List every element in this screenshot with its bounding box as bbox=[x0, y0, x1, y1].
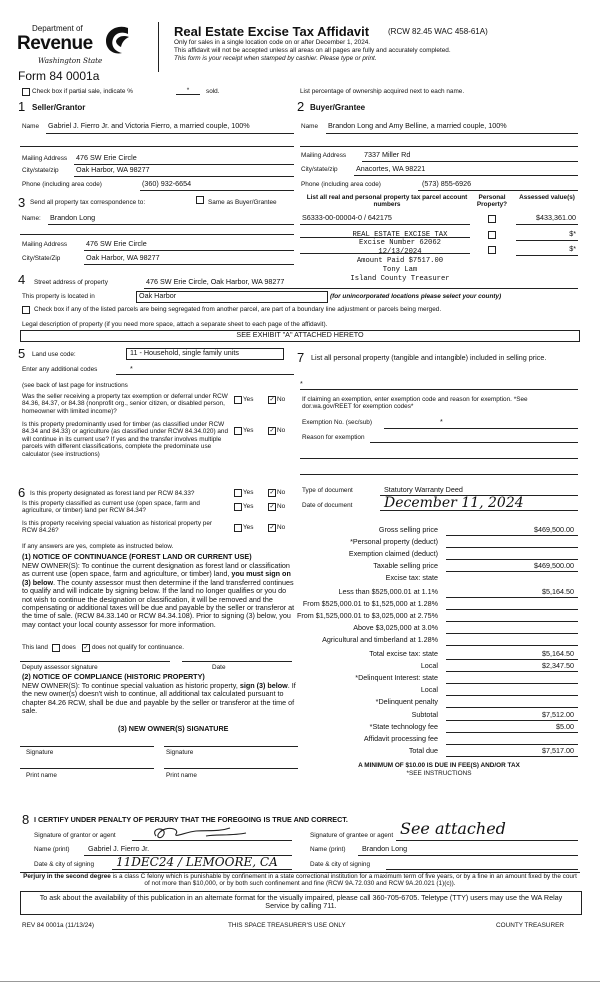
property-located-label: This property is located in bbox=[22, 293, 95, 300]
treasurer-use-only: THIS SPACE TREASURER'S USE ONLY bbox=[228, 922, 346, 929]
property-section-number: 4 bbox=[18, 272, 26, 287]
check-icon: ✓ bbox=[269, 397, 275, 403]
seller-section-number: 1 bbox=[18, 99, 26, 114]
taxable-label: Taxable selling price bbox=[373, 561, 438, 570]
forest-q3: Is this property receiving special valuation as historical property per RCW 84.26? bbox=[22, 520, 213, 535]
buyer-city-value[interactable]: Anacortes, WA 98221 bbox=[356, 164, 426, 173]
forest-q3-no-label: No bbox=[277, 524, 286, 531]
legal-description-box[interactable] bbox=[20, 330, 580, 342]
forest-section-number: 6 bbox=[18, 485, 26, 500]
deputy-signature-line bbox=[20, 661, 170, 662]
forest-q1-yes-checkbox[interactable] bbox=[234, 489, 242, 497]
forest-q2: Is this property classified as current use (open space, farm and agriculture, or timber) land per RCW 84.34? bbox=[22, 500, 200, 515]
taxable-value[interactable]: $469,500.00 bbox=[534, 561, 574, 570]
header-note-2: This affidavit will not be accepted unless all areas on all pages are fully and accurately completed. bbox=[174, 47, 451, 54]
parcel-1-personal-checkbox[interactable] bbox=[488, 215, 496, 223]
exemption-reason-line-2 bbox=[300, 458, 578, 459]
tech-fee-label: *State technology fee bbox=[369, 722, 438, 731]
exemption-deduct-line bbox=[446, 559, 578, 560]
parcel-3-value[interactable]: $* bbox=[569, 244, 576, 253]
seller-section-title: Seller/Grantor bbox=[32, 103, 86, 112]
exemption-reason-line-3 bbox=[300, 474, 578, 475]
forest-q2-no-label: No bbox=[277, 503, 286, 510]
list-percentage-note: List percentage of ownership acquired next to each name. bbox=[300, 88, 465, 95]
total-due-label: Total due bbox=[408, 746, 438, 755]
county-treasurer-label: COUNTY TREASURER bbox=[496, 922, 564, 929]
parcel-1-value[interactable]: $433,361.00 bbox=[536, 213, 576, 222]
land-does-label: does bbox=[62, 644, 76, 651]
parcel-2-value[interactable]: $* bbox=[569, 229, 576, 238]
notice-continuance-bold: you must sign on (3) below bbox=[22, 569, 291, 587]
land-does-not-checkbox[interactable] bbox=[82, 644, 90, 652]
subtotal-line bbox=[446, 720, 578, 721]
owner-sig-2-label: Signature bbox=[166, 749, 194, 756]
bracket-3-label: From $1,525,000.01 to $3,025,000 at 2.75% bbox=[296, 611, 438, 620]
q1-yes-checkbox[interactable] bbox=[234, 396, 242, 404]
buyer-name-line bbox=[326, 133, 578, 134]
buyer-name-value[interactable]: Brandon Long and Amy Belline, a married couple, 100% bbox=[328, 121, 507, 130]
partial-sale-label: Check box if partial sale, indicate % bbox=[32, 88, 133, 95]
total-due-value[interactable]: $7,517.00 bbox=[542, 746, 574, 755]
buyer-name-label: Name bbox=[301, 123, 319, 130]
seller-name-line bbox=[46, 133, 294, 134]
seller-blank-line bbox=[20, 146, 294, 147]
total-due-line bbox=[446, 756, 578, 757]
parcel-3-personal-checkbox[interactable] bbox=[488, 246, 496, 254]
taxpayer-city-label: City/State/Zip bbox=[22, 255, 61, 262]
same-as-buyer-label: Same as Buyer/Grantee bbox=[208, 199, 277, 206]
grantor-date-line bbox=[112, 869, 292, 870]
grantor-signature-image[interactable] bbox=[136, 822, 266, 842]
logo-dept-of: Department of bbox=[32, 24, 83, 33]
seller-phone-value[interactable]: (360) 932-6654 bbox=[142, 179, 192, 188]
land-does-checkbox[interactable] bbox=[52, 644, 60, 652]
seller-city-value[interactable]: Oak Harbor, WA 98277 bbox=[76, 165, 150, 174]
subtotal-value[interactable]: $7,512.00 bbox=[542, 710, 574, 719]
check-icon: ✓ bbox=[269, 504, 275, 510]
segregated-label: Check box if any of the listed parcels are being segregated from another parcel, are part of a boundary line adjustment or parcels being merged. bbox=[34, 306, 442, 313]
seller-phone-line bbox=[140, 190, 294, 191]
notice-continuance-title: (1) NOTICE OF CONTINUANCE (FOREST LAND OR CURRENT USE) bbox=[22, 552, 252, 561]
buyer-phone-label: Phone (including area code) bbox=[301, 181, 381, 188]
parcel-3-value-line bbox=[516, 255, 578, 256]
personal-deduct-line bbox=[446, 547, 578, 548]
notice-continuance-a: NEW OWNER(S): To continue the current designation as forest land or classification as current use (open space, farm and agriculture, or timber) land, bbox=[22, 561, 290, 579]
grantee-date-label: Date & city of signing bbox=[310, 861, 371, 868]
taxpayer-section-number: 3 bbox=[18, 195, 26, 210]
taxpayer-mail-label: Mailing Address bbox=[22, 241, 68, 248]
forest-q1-no-checkbox[interactable] bbox=[268, 489, 276, 497]
doc-type-value[interactable]: Statutory Warranty Deed bbox=[384, 485, 463, 494]
seller-city-label: City/state/zip bbox=[22, 167, 59, 174]
bracket-3-line bbox=[446, 621, 578, 622]
assessed-value-col-header: Assessed value(s) bbox=[519, 194, 575, 201]
taxpayer-city-value[interactable]: Oak Harbor, WA 98277 bbox=[86, 253, 160, 262]
seller-mail-value[interactable]: 476 SW Erie Circle bbox=[76, 153, 137, 162]
taxpayer-mail-value[interactable]: 476 SW Erie Circle bbox=[86, 239, 147, 248]
accessibility-box bbox=[20, 891, 582, 915]
q1-yes-label: Yes bbox=[243, 396, 254, 403]
total-state-label: Total excise tax: state bbox=[369, 649, 438, 658]
additional-codes-label: Enter any additional codes bbox=[22, 366, 98, 373]
forest-if-any: If any answers are yes, complete as instructed below. bbox=[22, 543, 174, 550]
property-location-select[interactable] bbox=[136, 291, 328, 303]
buyer-phone-line bbox=[418, 190, 578, 191]
deputy-date-line bbox=[182, 661, 292, 662]
grantor-signature-line bbox=[132, 840, 292, 841]
exemption-deduct-label: Exemption claimed (deduct) bbox=[348, 549, 438, 558]
land-use-code-select[interactable] bbox=[126, 348, 284, 360]
taxpayer-blank-line bbox=[20, 234, 294, 235]
timber-question bbox=[22, 421, 232, 458]
parcel-row-1-line bbox=[300, 224, 470, 225]
page-bottom-edge bbox=[0, 981, 600, 982]
owner-print-2-label: Print name bbox=[166, 772, 197, 779]
deputy-date-label: Date bbox=[212, 664, 226, 671]
delinquent-state-label: *Delinquent Interest: state bbox=[355, 673, 438, 682]
delinquent-penalty-line bbox=[446, 707, 578, 708]
new-owner-signature-title: (3) NEW OWNER(S) SIGNATURE bbox=[118, 724, 229, 733]
stamp-line-3: 12/13/2024 bbox=[378, 248, 422, 256]
local-label: Local bbox=[420, 661, 438, 670]
partial-sale-checkbox[interactable] bbox=[22, 88, 30, 96]
stamp-line-6: Island County Treasurer bbox=[350, 275, 450, 283]
parcel-2-personal-checkbox[interactable] bbox=[488, 231, 496, 239]
grantee-name-label: Name (print) bbox=[310, 846, 346, 853]
total-state-line bbox=[446, 659, 578, 660]
delinquent-penalty-label: *Delinquent penalty bbox=[375, 697, 438, 706]
exemption-number-line bbox=[384, 428, 578, 429]
bracket-2-line bbox=[446, 609, 578, 610]
perjury-text: is a class C felony which is punishable by confinement in a state correctional institution for a maximum term of five years, or by a fine in an amount fixed by the court of not more than $10,000, or by both such confinement and fine (RCW 9A.72.030 and RCW 9A.20.021 (1)(c)). bbox=[110, 873, 577, 888]
check-icon: ✓ bbox=[83, 645, 89, 651]
delinquent-local-line bbox=[446, 695, 578, 696]
seller-mail-label: Mailing Address bbox=[22, 155, 68, 162]
local-line bbox=[446, 671, 578, 672]
buyer-mail-line bbox=[362, 161, 578, 162]
forest-q2-yes-checkbox[interactable] bbox=[234, 503, 242, 511]
bracket-4-label: Above $3,025,000 at 3.0% bbox=[353, 623, 438, 632]
parcel-1-value-line bbox=[516, 224, 578, 225]
certify-statement: I CERTIFY UNDER PENALTY OF PERJURY THAT THE FOREGOING IS TRUE AND CORRECT. bbox=[34, 815, 348, 824]
taxpayer-mail-line bbox=[84, 250, 294, 251]
seller-city-line bbox=[74, 176, 294, 177]
gross-value[interactable]: $469,500.00 bbox=[534, 525, 574, 534]
land-does-not-label: does not qualify for continuance. bbox=[92, 644, 185, 651]
parcel-2-value-line bbox=[516, 240, 578, 241]
subtotal-label: Subtotal bbox=[411, 710, 438, 719]
local-value[interactable]: $2,347.50 bbox=[542, 661, 574, 670]
notice-compliance-title: (2) NOTICE OF COMPLIANCE (HISTORIC PROPERTY) bbox=[22, 672, 205, 681]
forest-q3-yes-label: Yes bbox=[243, 524, 254, 531]
land-qualify-a: This land bbox=[22, 644, 48, 651]
bracket-1-label: Less than $525,000.01 at 1.1% bbox=[338, 587, 438, 596]
seller-name-label: Name bbox=[22, 123, 40, 130]
partial-sale-sold: sold. bbox=[206, 88, 220, 95]
bracket-5-label: Agricultural and timberland at 1.28% bbox=[322, 635, 438, 644]
total-state-value[interactable]: $5,164.50 bbox=[542, 649, 574, 658]
buyer-city-label: City/state/zip bbox=[301, 166, 338, 173]
see-back-instructions: (see back of last page for instructions bbox=[22, 382, 128, 389]
taxpayer-name-label: Name: bbox=[22, 215, 41, 222]
personal-property-section-number: 7 bbox=[297, 350, 305, 365]
forest-q3-no-checkbox[interactable] bbox=[268, 524, 276, 532]
notice-continuance-text bbox=[22, 562, 298, 629]
forest-q1-yes-label: Yes bbox=[243, 489, 254, 496]
legal-description-label: Legal description of property (if you need more space, attach a separate sheet to each page of the affidavit). bbox=[22, 321, 328, 328]
form-number: Form 84 0001a bbox=[18, 69, 100, 83]
taxpayer-name-line bbox=[48, 224, 294, 225]
owner-sig-1-label: Signature bbox=[26, 749, 54, 756]
buyer-city-line bbox=[354, 175, 578, 176]
property-location-note: (for unincorporated locations please select your county) bbox=[330, 293, 502, 300]
q2-yes-checkbox[interactable] bbox=[234, 427, 242, 435]
affidavit-fee-line bbox=[446, 744, 578, 745]
bracket-2-label: From $525,000.01 to $1,525,000 at 1.28% bbox=[302, 599, 438, 608]
grantee-name-line bbox=[358, 855, 578, 856]
delinquent-state-line bbox=[446, 683, 578, 684]
certify-section-number: 8 bbox=[22, 812, 30, 827]
forest-q2-no-checkbox[interactable] bbox=[268, 503, 276, 511]
owner-print-1-line bbox=[20, 768, 154, 769]
perjury-bold: Perjury in the second degree bbox=[23, 873, 111, 880]
perjury-notice bbox=[22, 873, 578, 888]
form-title-ref: (RCW 82.45 WAC 458-61A) bbox=[388, 27, 488, 36]
forest-q3-yes-checkbox[interactable] bbox=[234, 524, 242, 532]
check-icon: ✓ bbox=[269, 490, 275, 496]
header-note-1: Only for sales in a single location code on or after December 1, 2024. bbox=[174, 39, 371, 46]
seller-name-value[interactable]: Gabriel J. Fierro Jr. and Victoria Fierro, a married couple, 100% bbox=[48, 121, 250, 130]
timber-question-text: Is this property predominantly used for timber (as classified under RCW 84.34 and 84.33) or agriculture (as classified under RCW 84.34.020) and will continue in its current use? If yes and the transfer involves multiple parcels with different classifications, complete the predominate use calculator (see instructions) bbox=[22, 421, 229, 458]
forest-q1-no-label: No bbox=[277, 489, 286, 496]
land-use-section-number: 5 bbox=[18, 346, 26, 361]
grantee-signature-line bbox=[396, 840, 578, 841]
gross-label: Gross selling price bbox=[378, 525, 438, 534]
grantor-date-value[interactable]: 11DEC24 / LEMOORE, CA bbox=[116, 855, 278, 869]
buyer-section-title: Buyer/Grantee bbox=[310, 103, 366, 112]
stamp-line-1: REAL ESTATE EXCISE TAX bbox=[352, 231, 448, 239]
taxable-line bbox=[446, 571, 578, 572]
parcel-row-1[interactable]: S6333-00-00004-0 / 642175 bbox=[302, 213, 392, 222]
personal-property-col-header: Personal Property? bbox=[476, 194, 508, 209]
personal-property-value[interactable]: * bbox=[300, 379, 303, 388]
owner-print-1-label: Print name bbox=[26, 772, 57, 779]
logo-washington-state: Washington State bbox=[38, 56, 103, 65]
taxpayer-name-value[interactable]: Brandon Long bbox=[50, 213, 96, 222]
partial-sale-pct[interactable]: * bbox=[176, 87, 200, 95]
buyer-phone-value[interactable]: (573) 855-6926 bbox=[422, 179, 472, 188]
dor-swirl-icon bbox=[102, 24, 132, 56]
see-instructions-note: *SEE INSTRUCTIONS bbox=[406, 770, 472, 777]
bracket-1-line bbox=[446, 597, 578, 598]
stamp-line-5: Tony Lam bbox=[382, 266, 418, 274]
bracket-5-line bbox=[446, 645, 578, 646]
grantee-name-value[interactable]: Brandon Long bbox=[362, 844, 408, 853]
bracket-4-line bbox=[446, 633, 578, 634]
doc-type-label: Type of document bbox=[302, 487, 353, 494]
grantor-name-label: Name (print) bbox=[34, 846, 70, 853]
q2-no-label: No bbox=[277, 427, 286, 434]
q1-no-label: No bbox=[277, 396, 286, 403]
doc-date-value[interactable]: December 11, 2024 bbox=[384, 495, 524, 511]
owner-sig-2-line bbox=[164, 746, 298, 747]
stamp-line-2: Excise Number 62062 bbox=[359, 239, 441, 247]
minimum-due-note: A MINIMUM OF $10.00 IS DUE IN FEE(S) AND/OR TAX bbox=[358, 762, 520, 769]
property-address-line bbox=[144, 288, 578, 289]
check-icon: ✓ bbox=[269, 428, 275, 434]
notice-compliance-bold: sign (3) below bbox=[239, 681, 288, 690]
form-title: Real Estate Excise Tax Affidavit bbox=[174, 24, 370, 39]
buyer-mail-label: Mailing Address bbox=[301, 152, 347, 159]
taxpayer-city-line bbox=[84, 264, 294, 265]
parcel-col-header: List all real and personal property tax parcel account numbers bbox=[306, 194, 468, 209]
buyer-mail-value[interactable]: 7337 Miller Rd bbox=[364, 150, 411, 159]
accessibility-note: To ask about the availability of this publication in an alternate format for the visually impaired, please call 360-705-6705. Teletype (TTY) users may use the WA Relay Service by calling 711. bbox=[39, 893, 563, 911]
forest-q1: Is this property designated as forest land per RCW 84.33? bbox=[30, 490, 195, 497]
property-address-value[interactable]: 476 SW Erie Circle, Oak Harbor, WA 98277 bbox=[146, 277, 285, 286]
land-use-code-value: 11 - Household, single family units bbox=[130, 348, 239, 357]
personal-property-label: List all personal property (tangible and intangible) included in selling price. bbox=[311, 353, 547, 362]
header-divider bbox=[158, 22, 159, 72]
q1-no-checkbox[interactable] bbox=[268, 396, 276, 404]
grantee-signature-label: Signature of grantee or agent bbox=[310, 832, 394, 839]
exemption-claim-note: If claiming an exemption, enter exemption code and reason for exemption. *See dor.wa.gov/REET for exemption codes* bbox=[302, 396, 528, 411]
personal-property-line bbox=[300, 389, 578, 390]
buyer-blank-line bbox=[300, 146, 578, 147]
forest-q2-yes-label: Yes bbox=[243, 503, 254, 510]
notice-compliance-b: . If the new owner(s) doesn't wish to continue, all additional tax calculated pursuant to chapter 84.26 RCW, shall be due and payable by the seller or transferor at the time of sale. bbox=[22, 681, 296, 716]
buyer-section-number: 2 bbox=[297, 99, 305, 114]
bracket-1-value[interactable]: $5,164.50 bbox=[542, 587, 574, 596]
logo-revenue: Revenue bbox=[17, 33, 93, 54]
exemption-question: Was the seller receiving a property tax exemption or deferral under RCW 84.36, 84.37, or 84.38 (nonprofit org., senior citizen, or disabled person, homeowner with limited income)? bbox=[22, 393, 228, 415]
owner-print-2-line bbox=[164, 768, 298, 769]
grantee-date-line bbox=[386, 869, 578, 870]
excise-label: Excise tax: state bbox=[385, 573, 438, 582]
affidavit-fee-label: Affidavit processing fee bbox=[363, 734, 438, 743]
delinquent-local-label: Local bbox=[420, 685, 438, 694]
additional-codes-value[interactable]: * bbox=[130, 364, 133, 373]
q2-no-checkbox[interactable] bbox=[268, 427, 276, 435]
land-use-label: Land use code: bbox=[32, 351, 76, 358]
taxpayer-label: Send all property tax correspondence to: bbox=[30, 199, 146, 206]
q2-yes-label: Yes bbox=[243, 427, 254, 434]
deputy-signature-label: Deputy assessor signature bbox=[22, 664, 98, 671]
notice-continuance-b: . The county assessor must then determine if the land transferred continues to qualify and will indicate by signing below. If the land no longer qualifies or you do not wish to continue the designation or classification, it will be removed and the compensating or additional taxes will be due and payable by the seller or transferor at the time of sale. (RCW 84.33.140 or RCW 84.34.108). Prior to signing (3) below, you may contact your local county assessor for more information. bbox=[22, 577, 295, 629]
stamp-line-4: Amount Paid $7517.00 bbox=[356, 257, 444, 265]
exemption-number-label: Exemption No. (sec/sub) bbox=[302, 419, 372, 426]
owner-sig-1-line bbox=[20, 746, 154, 747]
grantee-signature-value[interactable]: See attached bbox=[400, 819, 506, 838]
same-as-buyer-checkbox[interactable] bbox=[196, 196, 204, 204]
grantor-name-value[interactable]: Gabriel J. Fierro Jr. bbox=[88, 844, 150, 853]
exemption-reason-label: Reason for exemption bbox=[302, 434, 365, 441]
exemption-number-value[interactable]: * bbox=[440, 417, 443, 426]
tech-fee-value[interactable]: $5.00 bbox=[556, 722, 574, 731]
header-note-3: This form is your receipt when stamped by cashier. Please type or print. bbox=[174, 55, 377, 62]
personal-deduct-label: *Personal property (deduct) bbox=[350, 537, 438, 546]
doc-date-label: Date of document bbox=[302, 502, 353, 509]
grantor-signature-label: Signature of grantor or agent bbox=[34, 832, 116, 839]
property-location-value: Oak Harbor bbox=[139, 291, 177, 300]
doc-date-line bbox=[380, 510, 578, 511]
seller-phone-label: Phone (including area code) bbox=[22, 181, 102, 188]
additional-codes-line bbox=[116, 374, 294, 375]
exemption-reason-line-1 bbox=[370, 442, 578, 443]
tech-fee-line bbox=[446, 732, 578, 733]
notice-compliance-text bbox=[22, 682, 298, 716]
revision-label: REV 84 0001a (11/13/24) bbox=[22, 922, 95, 929]
check-icon: ✓ bbox=[269, 525, 275, 531]
segregated-checkbox[interactable] bbox=[22, 306, 30, 314]
notice-compliance-a: NEW OWNER(S): To continue special valuation as historic property, bbox=[22, 681, 240, 690]
grantor-date-label: Date & city of signing bbox=[34, 861, 95, 868]
legal-description-value: SEE EXHIBIT "A" ATTACHED HERETO bbox=[236, 330, 364, 339]
gross-line bbox=[446, 535, 578, 536]
property-address-label: Street address of property bbox=[34, 279, 108, 286]
